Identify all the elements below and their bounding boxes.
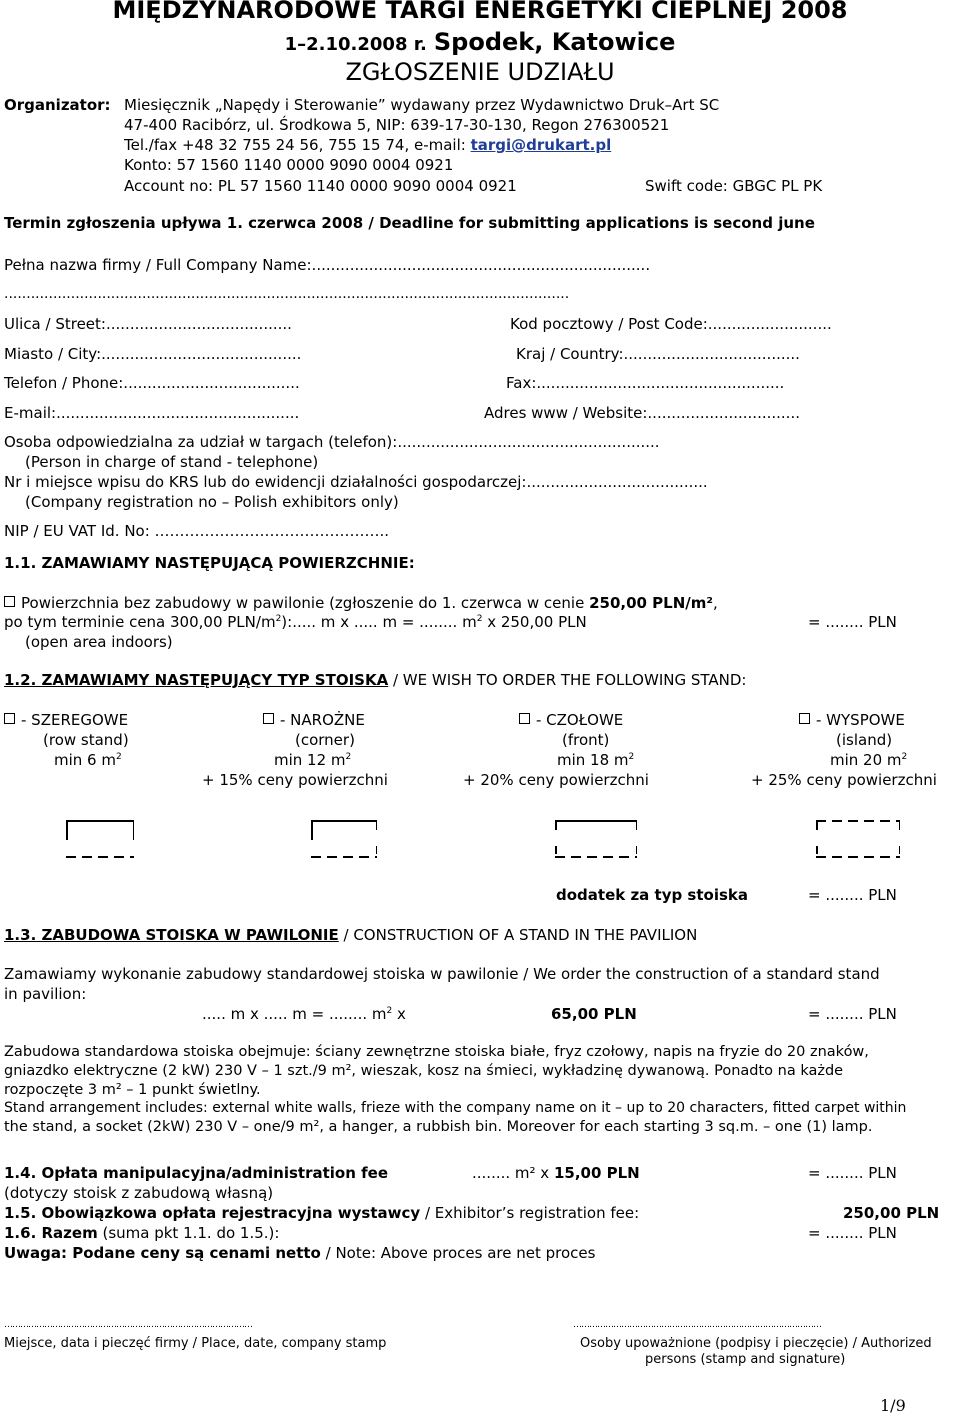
open-area-text: Powierzchnia bez zabudowy w pawilonie (zgłoszenie do 1. czerwca w cenie [21, 594, 590, 612]
organizer-line-2: 47-400 Racibórz, ul. Środkowa 5, NIP: 639-17-30-130, Regon 276300521 [124, 116, 670, 134]
section-1-5-heading-en: / Exhibitor’s registration fee: [420, 1204, 640, 1222]
fax-field[interactable]: Fax:.................................................... [506, 374, 785, 392]
post-code-field[interactable]: Kod pocztowy / Post Code:.......................... [510, 315, 832, 333]
island-stand-checkbox[interactable] [799, 713, 810, 724]
section-1-2-heading-en: / WE WISH TO ORDER THE FOLLOWING STAND: [388, 671, 747, 689]
admin-fee-calc[interactable] [472, 1164, 640, 1182]
section-1-3-heading-en: / CONSTRUCTION OF A STAND IN THE PAVILION [338, 926, 698, 944]
row-stand-en: (row stand) [43, 731, 129, 749]
construction-order-line-1: Zamawiamy wykonanie zabudowy standardowej stoiska w pawilonie / We order the construction of a standard stand [4, 965, 880, 983]
open-area-en: (open area indoors) [25, 633, 173, 651]
stand-type-front-option[interactable] [519, 711, 623, 729]
open-area-line-2 [4, 613, 587, 631]
nip-field[interactable]: NIP / EU VAT Id. No: ……………………………………….. [4, 522, 390, 540]
bank-account-en: Account no: PL 57 1560 1140 0000 9090 0004 0921 [124, 177, 517, 195]
construction-order-line-2: in pavilion: [4, 985, 87, 1003]
place-date-label: Miejsce, data i pieczęć firmy / Place, date, company stamp [4, 1336, 387, 1351]
construction-total[interactable]: = ........ PLN [808, 1005, 897, 1023]
form-subtitle: ZGŁOSZENIE UDZIAŁU [345, 58, 615, 86]
corner-stand-label: - NAROŻNE [280, 711, 365, 729]
open-area-price: 250,00 PLN/m² [589, 594, 713, 612]
stand-type-corner-option[interactable] [263, 711, 365, 729]
phone-field[interactable]: Telefon / Phone:..................................... [4, 374, 300, 392]
construction-desc-pl-2: gniazdko elektryczne (2 kW) 230 V – 1 szt./9 m², wieszak, kosz na śmieci, wykładzinę dywanową. Ponadto na każde [4, 1063, 844, 1079]
section-1-4-heading: 1.4. Opłata manipulacyjna/administration fee [4, 1164, 388, 1182]
section-1-5-heading [4, 1204, 639, 1222]
admin-fee-total[interactable]: = ........ PLN [808, 1164, 897, 1182]
admin-fee-note: (dotyczy stoisk z zabudową własną) [4, 1184, 274, 1202]
contact-person-field[interactable]: Osoba odpowiedzialna za udział w targach (telefon):....................................................... [4, 433, 660, 451]
superscript: 2 [275, 614, 282, 624]
superscript: 2 [628, 752, 635, 762]
open-area-line-1 [4, 594, 718, 612]
open-area-total[interactable]: = ........ PLN [808, 613, 897, 631]
company-name-field[interactable]: Pełna nazwa firmy / Full Company Name:....................................................................... [4, 256, 651, 274]
organizer-email-link[interactable]: targi@drukart.pl [470, 136, 612, 154]
section-1-6-heading-bold: 1.6. Razem [4, 1224, 98, 1242]
corner-stand-min [274, 751, 351, 769]
front-stand-diagram [555, 820, 637, 858]
island-stand-min [830, 751, 907, 769]
admin-fee-price: 15,00 PLN [553, 1164, 640, 1182]
superscript: 2 [345, 752, 352, 762]
section-1-2-heading [4, 671, 746, 689]
registration-fee-total: 250,00 PLN [843, 1204, 940, 1222]
section-1-1-heading: 1.1. ZAMAWIAMY NASTĘPUJĄCĄ POWIERZCHNIE: [4, 554, 415, 572]
city-field[interactable]: Miasto / City:.......................................... [4, 345, 302, 363]
email-field[interactable]: E-mail:................................................... [4, 404, 300, 422]
row-stand-min-text: min 6 m [54, 751, 116, 769]
stand-type-surcharge-label: dodatek za typ stoiska [556, 886, 748, 904]
row-stand-label: - SZEREGOWE [21, 711, 129, 729]
front-stand-min [557, 751, 634, 769]
authorized-signature-line[interactable]: ………………………………………………………………………………… [573, 1320, 821, 1330]
website-field[interactable]: Adres www / Website:................................ [484, 404, 800, 422]
front-stand-label: - CZOŁOWE [536, 711, 624, 729]
superscript: 2 [386, 1006, 393, 1016]
construction-price: 65,00 PLN [551, 1005, 637, 1023]
construction-desc-pl-1: Zabudowa standardowa stoiska obejmuje: ściany zewnętrzne stoiska białe, fryz czołowy, napis na fryzie do 20 znaków, [4, 1044, 869, 1060]
section-1-3-heading [4, 926, 697, 944]
open-area-late-price: po tym terminie cena 300,00 PLN/m [4, 613, 276, 631]
organizer-line-1: Miesięcznik „Napędy i Sterowanie” wydawany przez Wydawnictwo Druk–Art SC [124, 96, 720, 114]
construction-desc-en-2: the stand, a socket (2kW) 230 V – one/9 m², a hanger, a rubbish bin. Moreover for each starting 3 sq.m. – one (1) lamp. [4, 1119, 873, 1135]
krs-field[interactable]: Nr i miejsce wpisu do KRS lub do ewidencji działalności gospodarczej:...................................... [4, 473, 708, 491]
island-stand-label: - WYSPOWE [816, 711, 905, 729]
superscript: 2 [476, 614, 483, 624]
corner-stand-en: (corner) [295, 731, 355, 749]
stand-type-row-option[interactable] [4, 711, 128, 729]
construction-desc-pl-3: rozpoczęte 3 m² – 1 punkt świetlny. [4, 1082, 261, 1098]
island-stand-en: (island) [836, 731, 893, 749]
construction-calc[interactable] [202, 1005, 406, 1023]
front-stand-surcharge: + 20% ceny powierzchni [463, 771, 649, 789]
organizer-label: Organizator: [4, 96, 111, 114]
front-stand-en: (front) [562, 731, 610, 749]
krs-label-en: (Company registration no – Polish exhibitors only) [25, 493, 399, 511]
net-prices-note-en: / Note: Above proces are net proces [320, 1244, 596, 1262]
island-stand-surcharge: + 25% ceny powierzchni [751, 771, 937, 789]
stand-type-island-option[interactable] [799, 711, 905, 729]
open-area-rate: x 250,00 PLN [482, 613, 587, 631]
organizer-phone: Tel./fax +48 32 755 24 56, 755 15 74, e-mail: [124, 136, 471, 154]
company-name-field-continued[interactable]: ............................................................................................................................... [4, 286, 570, 302]
stand-type-surcharge-total[interactable]: = ........ PLN [808, 886, 897, 904]
construction-desc-en-1: Stand arrangement includes: external white walls, frieze with the company name on it – up to 20 characters, fitted carpet within [4, 1100, 907, 1116]
corner-stand-diagram [311, 820, 377, 858]
event-venue: Spodek, Katowice [433, 28, 676, 56]
open-area-comma: , [712, 594, 718, 612]
construction-calc-area[interactable]: ..... m x ..... m = ........ m [202, 1005, 387, 1023]
page-title: MIĘDZYNARODOWE TARGI ENERGETYKI CIEPLNEJ 2008 [112, 0, 848, 24]
event-dates: 1–2.10.2008 r. [284, 34, 427, 55]
swift-code: Swift code: GBGC PL PK [645, 177, 823, 195]
authorized-label-1: Osoby upoważnione (podpisy i pieczęcie) / Authorized [580, 1336, 932, 1351]
corner-stand-min-text: min 12 m [274, 751, 346, 769]
superscript: 2 [901, 752, 908, 762]
front-stand-min-text: min 18 m [557, 751, 629, 769]
open-area-calc[interactable]: ):..... m x ..... m = ........ m [281, 613, 477, 631]
row-stand-min [54, 751, 122, 769]
superscript: 2 [115, 752, 122, 762]
section-1-5-heading-bold: 1.5. Obowiązkowa opłata rejestracyjna wystawcy [4, 1204, 421, 1222]
admin-fee-area[interactable]: ........ m² x [472, 1164, 554, 1182]
island-stand-diagram [816, 820, 900, 858]
net-prices-note [4, 1244, 595, 1262]
section-1-6-heading [4, 1224, 279, 1242]
deadline: Termin zgłoszenia upływa 1. czerwca 2008 / Deadline for submitting applications is second june [4, 214, 815, 232]
row-stand-diagram [66, 820, 134, 858]
contact-person-label-en: (Person in charge of stand - telephone) [25, 453, 319, 471]
island-stand-min-text: min 20 m [830, 751, 902, 769]
corner-stand-checkbox[interactable] [263, 713, 274, 724]
place-date-signature-line[interactable]: ………………………………………………………………………………… [4, 1320, 252, 1330]
page-number: 1/9 [880, 1396, 906, 1415]
net-prices-note-bold: Uwaga: Podane ceny są cenami netto [4, 1244, 321, 1262]
street-field[interactable]: Ulica / Street:....................................... [4, 315, 292, 333]
bank-account-pl: Konto: 57 1560 1140 0000 9090 0004 0921 [124, 156, 454, 174]
open-area-checkbox[interactable] [4, 596, 15, 607]
country-field[interactable]: Kraj / Country:..................................... [516, 345, 800, 363]
organizer-contact [124, 136, 611, 154]
corner-stand-surcharge: + 15% ceny powierzchni [202, 771, 388, 789]
authorized-label-2: persons (stamp and signature) [645, 1352, 846, 1367]
section-1-6-heading-rest: (suma pkt 1.1. do 1.5.): [97, 1224, 280, 1242]
row-stand-checkbox[interactable] [4, 713, 15, 724]
section-1-3-heading-bold: 1.3. ZABUDOWA STOISKA W PAWILONIE [4, 926, 339, 944]
grand-total[interactable]: = ........ PLN [808, 1224, 897, 1242]
front-stand-checkbox[interactable] [519, 713, 530, 724]
event-dates-venue [0, 28, 960, 56]
section-1-2-heading-bold: 1.2. ZAMAWIAMY NASTĘPUJĄCY TYP STOISKA [4, 671, 389, 689]
construction-calc-x: x [392, 1005, 406, 1023]
